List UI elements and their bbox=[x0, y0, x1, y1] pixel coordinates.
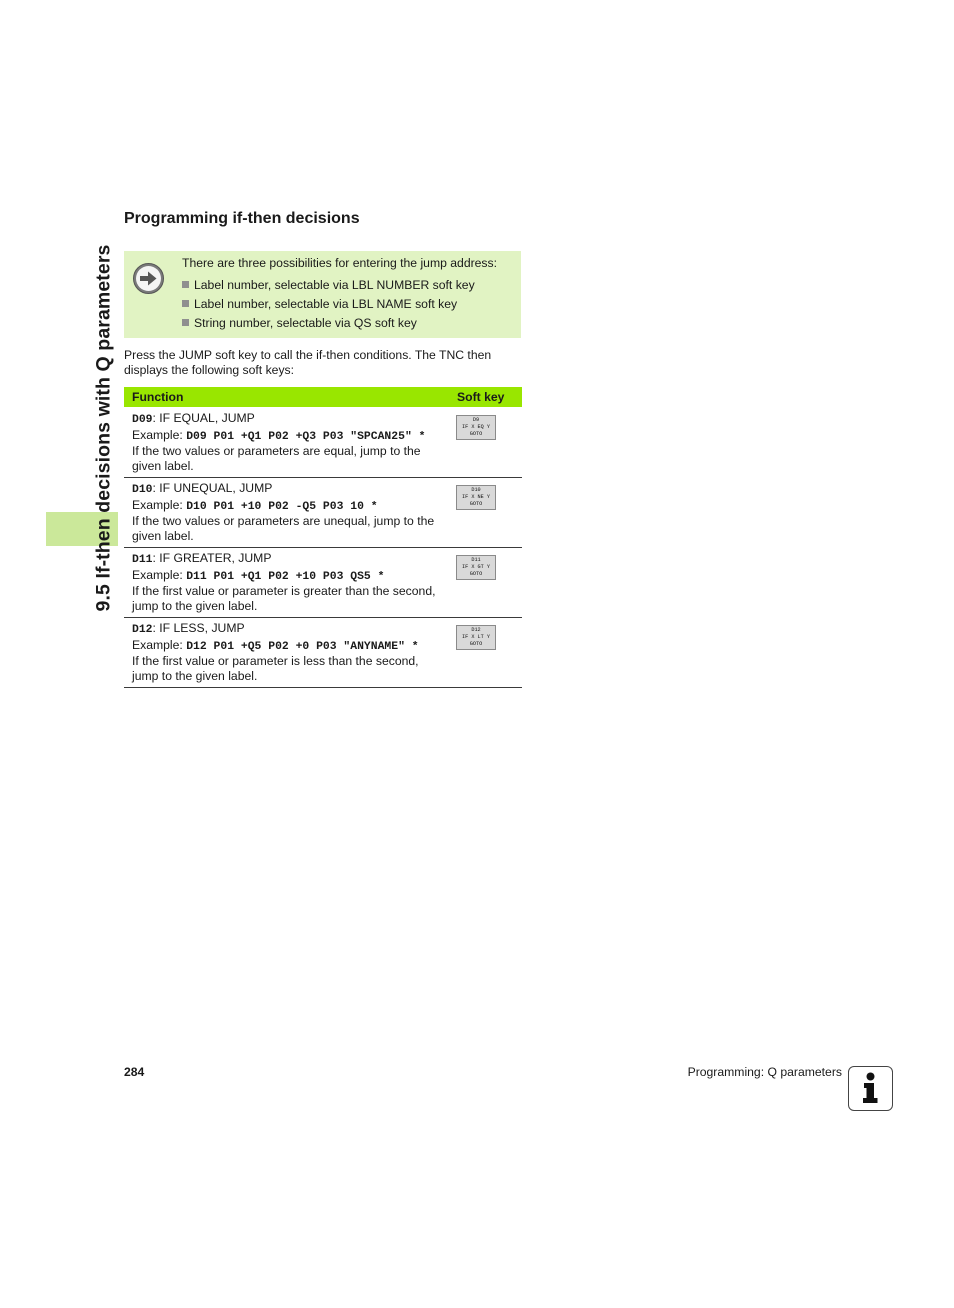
softkey-line: GOTO bbox=[469, 431, 483, 437]
footer-title: Programming: Q parameters bbox=[687, 1065, 842, 1079]
note-list bbox=[182, 278, 475, 335]
list-item-text: Label number, selectable via LBL NUMBER soft key bbox=[194, 278, 475, 292]
function-code: D10 bbox=[132, 484, 153, 496]
intro-paragraph: Press the JUMP soft key to call the if-then conditions. The TNC then displays the following soft keys: bbox=[124, 348, 492, 377]
list-item-text: Label number, selectable via LBL NAME soft key bbox=[194, 297, 458, 311]
table-row bbox=[124, 617, 522, 688]
info-icon bbox=[848, 1066, 893, 1111]
table-row bbox=[124, 407, 522, 478]
example-code: D11 P01 +Q1 P02 +10 P03 QS5 * bbox=[186, 570, 385, 583]
function-description: If the first value or parameter is less than the second, jump to the given label. bbox=[132, 654, 419, 683]
square-bullet-icon bbox=[182, 319, 189, 326]
softkey-d11[interactable] bbox=[456, 555, 496, 580]
softkey-line: D10 bbox=[471, 487, 481, 493]
function-cell bbox=[132, 551, 444, 613]
page-number: 284 bbox=[124, 1065, 145, 1079]
function-name: : IF EQUAL, JUMP bbox=[152, 411, 255, 425]
function-name: : IF UNEQUAL, JUMP bbox=[152, 481, 273, 495]
function-name: : IF GREATER, JUMP bbox=[152, 551, 272, 565]
table-row bbox=[124, 547, 522, 618]
header-softkey: Soft key bbox=[457, 390, 505, 404]
list-item bbox=[182, 316, 475, 335]
example-code: D10 P01 +10 P02 -Q5 P03 10 * bbox=[186, 500, 378, 513]
function-description: If the two values or parameters are equal, jump to the given label. bbox=[132, 444, 421, 473]
softkey-d9[interactable] bbox=[456, 415, 496, 440]
table-header bbox=[124, 387, 522, 407]
softkey-line: IF X LT Y bbox=[461, 634, 491, 640]
chapter-title-text: 9.5 If-then decisions with Q parameters bbox=[92, 244, 115, 612]
function-cell bbox=[132, 621, 444, 683]
softkey-line: GOTO bbox=[469, 571, 483, 577]
example-code: D12 P01 +Q5 P02 +0 P03 "ANYNAME" * bbox=[186, 640, 419, 653]
table-row bbox=[124, 477, 522, 548]
softkey-line: IF X NE Y bbox=[461, 494, 491, 500]
note-intro: There are three possibilities for entering the jump address: bbox=[182, 256, 498, 270]
function-name: : IF LESS, JUMP bbox=[152, 621, 245, 635]
example-label: Example: bbox=[132, 497, 187, 512]
function-cell bbox=[132, 411, 444, 473]
softkey-line: D11 bbox=[471, 557, 481, 563]
example-label: Example: bbox=[132, 427, 187, 442]
function-code: D09 bbox=[132, 414, 153, 426]
section-heading: Programming if-then decisions bbox=[124, 210, 360, 227]
example-label: Example: bbox=[132, 637, 187, 652]
softkey-line: D12 bbox=[471, 627, 481, 633]
function-description: If the two values or parameters are unequal, jump to the given label. bbox=[132, 514, 435, 543]
softkey-d12[interactable] bbox=[456, 625, 496, 650]
list-item bbox=[182, 297, 475, 316]
square-bullet-icon bbox=[182, 281, 189, 288]
list-item-text: String number, selectable via QS soft key bbox=[194, 316, 417, 330]
softkey-line: GOTO bbox=[469, 641, 483, 647]
function-code: D11 bbox=[132, 554, 153, 566]
function-cell bbox=[132, 481, 444, 543]
list-item bbox=[182, 278, 475, 297]
softkey-line: IF X GT Y bbox=[461, 564, 491, 570]
softkey-line: GOTO bbox=[469, 501, 483, 507]
header-function: Function bbox=[132, 390, 184, 404]
example-label: Example: bbox=[132, 567, 187, 582]
function-description: If the first value or parameter is greater than the second, jump to the given label. bbox=[132, 584, 436, 613]
softkey-line: D9 bbox=[472, 417, 480, 423]
softkey-d10[interactable] bbox=[456, 485, 496, 510]
example-code: D09 P01 +Q1 P02 +Q3 P03 "SPCAN25" * bbox=[186, 430, 426, 443]
square-bullet-icon bbox=[182, 300, 189, 307]
softkey-line: IF X EQ Y bbox=[461, 424, 491, 430]
note-box bbox=[124, 251, 521, 338]
function-code: D12 bbox=[132, 624, 153, 636]
arrow-right-icon bbox=[133, 263, 164, 294]
